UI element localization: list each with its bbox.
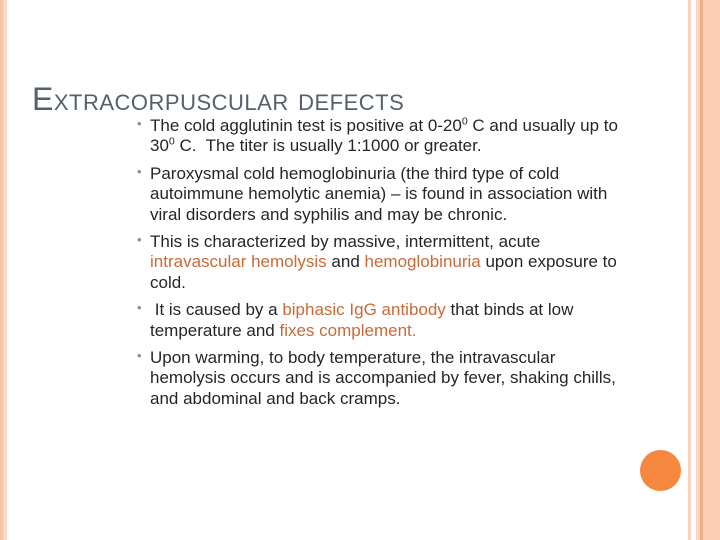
bullet-item bbox=[150, 116, 630, 157]
emphasis-link[interactable]: fixes complement. bbox=[279, 320, 417, 340]
emphasis-link[interactable]: hemoglobinuria bbox=[364, 252, 481, 272]
superscript-degree: 0 bbox=[461, 115, 468, 128]
text-segment: Paroxysmal cold hemoglobinuria (the third type of cold autoimmune hemolytic anemia) – is found in association with viral disorders and syphilis and may be chronic. bbox=[150, 163, 613, 224]
superscript-degree: 0 bbox=[168, 135, 175, 148]
text-segment: upon exposure to cold. bbox=[150, 252, 622, 292]
emphasis-link[interactable]: biphasic IgG antibody bbox=[282, 300, 446, 320]
bullet-list bbox=[150, 116, 630, 409]
text-segment: C. The titer is usually 1:1000 or greater. bbox=[174, 136, 482, 156]
emphasis-link[interactable]: intravascular hemolysis bbox=[150, 252, 327, 272]
right-border-stripe bbox=[688, 0, 691, 540]
slide-body bbox=[150, 116, 630, 416]
slide-title: Extracorpuscular defects bbox=[32, 81, 405, 118]
text-segment: Upon warming, to body temperature, the intravascular hemolysis occurs and is accompanied by fever, shaking chills, and abdominal and back cramps. bbox=[150, 347, 621, 408]
text-segment: that binds at low temperature and bbox=[150, 300, 579, 340]
text-segment: and bbox=[326, 252, 365, 272]
bullet-item bbox=[150, 348, 630, 409]
text-segment: The cold agglutinin test is positive at 0-20 bbox=[150, 116, 462, 135]
text-segment: It is caused by a bbox=[150, 300, 283, 320]
bullet-item bbox=[150, 164, 630, 225]
right-border-band bbox=[696, 0, 720, 540]
orange-circle-decoration bbox=[640, 450, 681, 491]
text-segment: This is characterized by massive, intermittent, acute bbox=[150, 231, 545, 251]
bullet-item bbox=[150, 232, 630, 293]
text-segment: C and usually up to 30 bbox=[150, 116, 623, 156]
bullet-item bbox=[150, 300, 630, 341]
left-border-stripe bbox=[0, 0, 7, 540]
